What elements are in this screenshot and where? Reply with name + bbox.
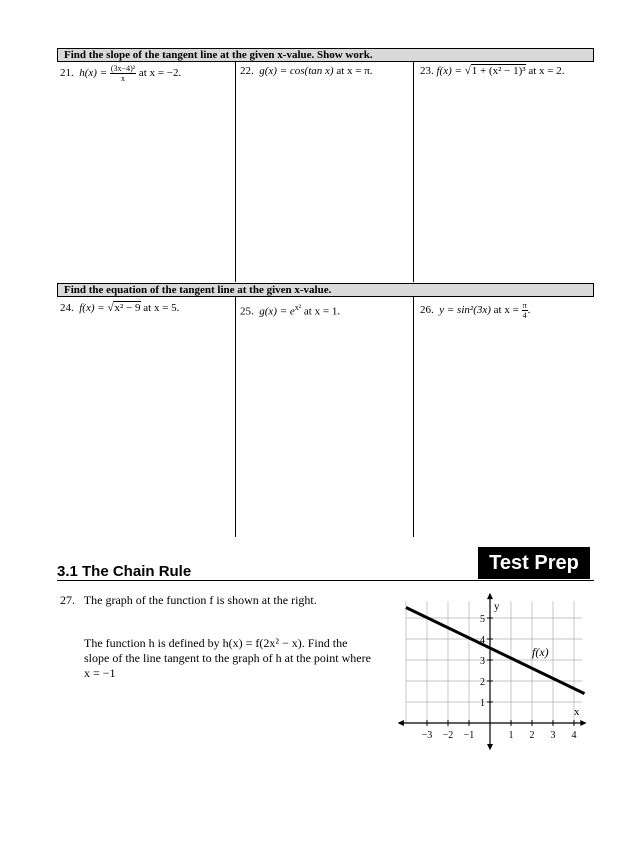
problem-number: 24.: [60, 302, 74, 314]
y-axis-arrow-down: [487, 744, 493, 750]
y-axis-label: y: [494, 600, 500, 613]
problem-number: 25.: [240, 305, 254, 318]
slope-header-text: Find the slope of the tangent line at the given x-value. Show work.: [64, 49, 373, 61]
exponent: x²: [294, 303, 302, 312]
equation-header-text: Find the equation of the tangent line at the given x-value.: [64, 284, 332, 296]
problem-25: [240, 301, 340, 319]
y-tick-label: 2: [480, 677, 485, 688]
problem-condition: at x = π.: [336, 65, 373, 77]
x-tick-label: 3: [550, 730, 556, 741]
problem-number: 27.: [60, 593, 75, 607]
y-tick-label: 3: [480, 656, 485, 667]
fraction-denominator: x: [121, 74, 126, 83]
x-axis-arrow-right: [580, 720, 586, 726]
chapter-title-rule: [57, 580, 594, 581]
problem-condition: at x = −2.: [138, 67, 182, 80]
function-graph: [398, 588, 590, 756]
problem-number: 23.: [420, 65, 434, 77]
fraction-denominator: 4: [522, 311, 527, 320]
problem-condition: at x = 1.: [303, 305, 341, 318]
problem-function: h(x) =: [79, 67, 108, 80]
problem-function: g(x) = e: [259, 305, 295, 318]
y-tick-label: 4: [480, 635, 485, 646]
problem-end: .: [527, 304, 531, 317]
problem-body-line: The function h is defined by h(x) = f(2x² − x). Find the: [84, 636, 348, 650]
radicand: x² − 9: [114, 302, 141, 314]
chapter-title: 3.1 The Chain Rule: [57, 563, 192, 580]
x-tick-label: −3: [421, 730, 433, 741]
problem-24: 24. f(x) = √x² − 9 at x = 5.: [60, 302, 180, 314]
problem-condition: at x = 2.: [528, 65, 565, 77]
equation-section-header: [57, 283, 594, 297]
problem-number: 21.: [60, 67, 74, 80]
problem-intro-text: The graph of the function f is shown at the right.: [83, 593, 317, 607]
problem-body-line: x = −1: [84, 666, 116, 680]
problem-number: 26.: [420, 304, 434, 317]
column-divider: [413, 62, 414, 282]
problem-condition: at x =: [493, 304, 522, 317]
x-tick-label: −2: [442, 730, 454, 741]
curve-label: f(x): [532, 644, 549, 659]
fraction-numerator: (3x−4)²: [110, 64, 136, 73]
problem-function: y = sin²(3x): [439, 304, 491, 317]
x-tick-label: −1: [463, 730, 475, 741]
x-tick-label: 1: [508, 730, 514, 741]
column-divider: [413, 297, 414, 537]
x-tick-label: 4: [571, 730, 577, 741]
problem-function: f(x) =: [436, 65, 465, 77]
radicand: 1 + (x² − 1)³: [471, 65, 526, 77]
fraction-numerator: π: [522, 301, 527, 310]
test-prep-badge: Test Prep: [478, 547, 590, 579]
problem-function: f(x) =: [79, 302, 108, 314]
column-divider: [235, 297, 236, 537]
column-divider: [235, 62, 236, 282]
y-tick-label: 5: [480, 614, 485, 625]
problem-27-body: [84, 636, 394, 681]
problem-number: 22.: [240, 65, 254, 77]
slope-section-header: [57, 48, 594, 62]
problem-22: [240, 64, 373, 78]
problem-21: [60, 64, 181, 83]
x-axis-label: x: [574, 706, 580, 718]
problem-27-intro: [60, 593, 317, 608]
y-axis-arrow-up: [487, 593, 493, 599]
x-tick-label: 2: [529, 730, 535, 741]
problem-23: 23. f(x) = √1 + (x² − 1)³ at x = 2.: [420, 65, 565, 77]
problem-body-line: slope of the line tangent to the graph of h at the point where: [84, 651, 371, 665]
y-tick-label: 1: [480, 698, 485, 709]
fraction: [110, 64, 136, 83]
problem-function: g(x) = cos(tan x): [259, 65, 334, 77]
x-axis-arrow-left: [398, 720, 404, 726]
problem-condition: at x = 5.: [143, 302, 180, 314]
problem-26: [420, 301, 530, 320]
